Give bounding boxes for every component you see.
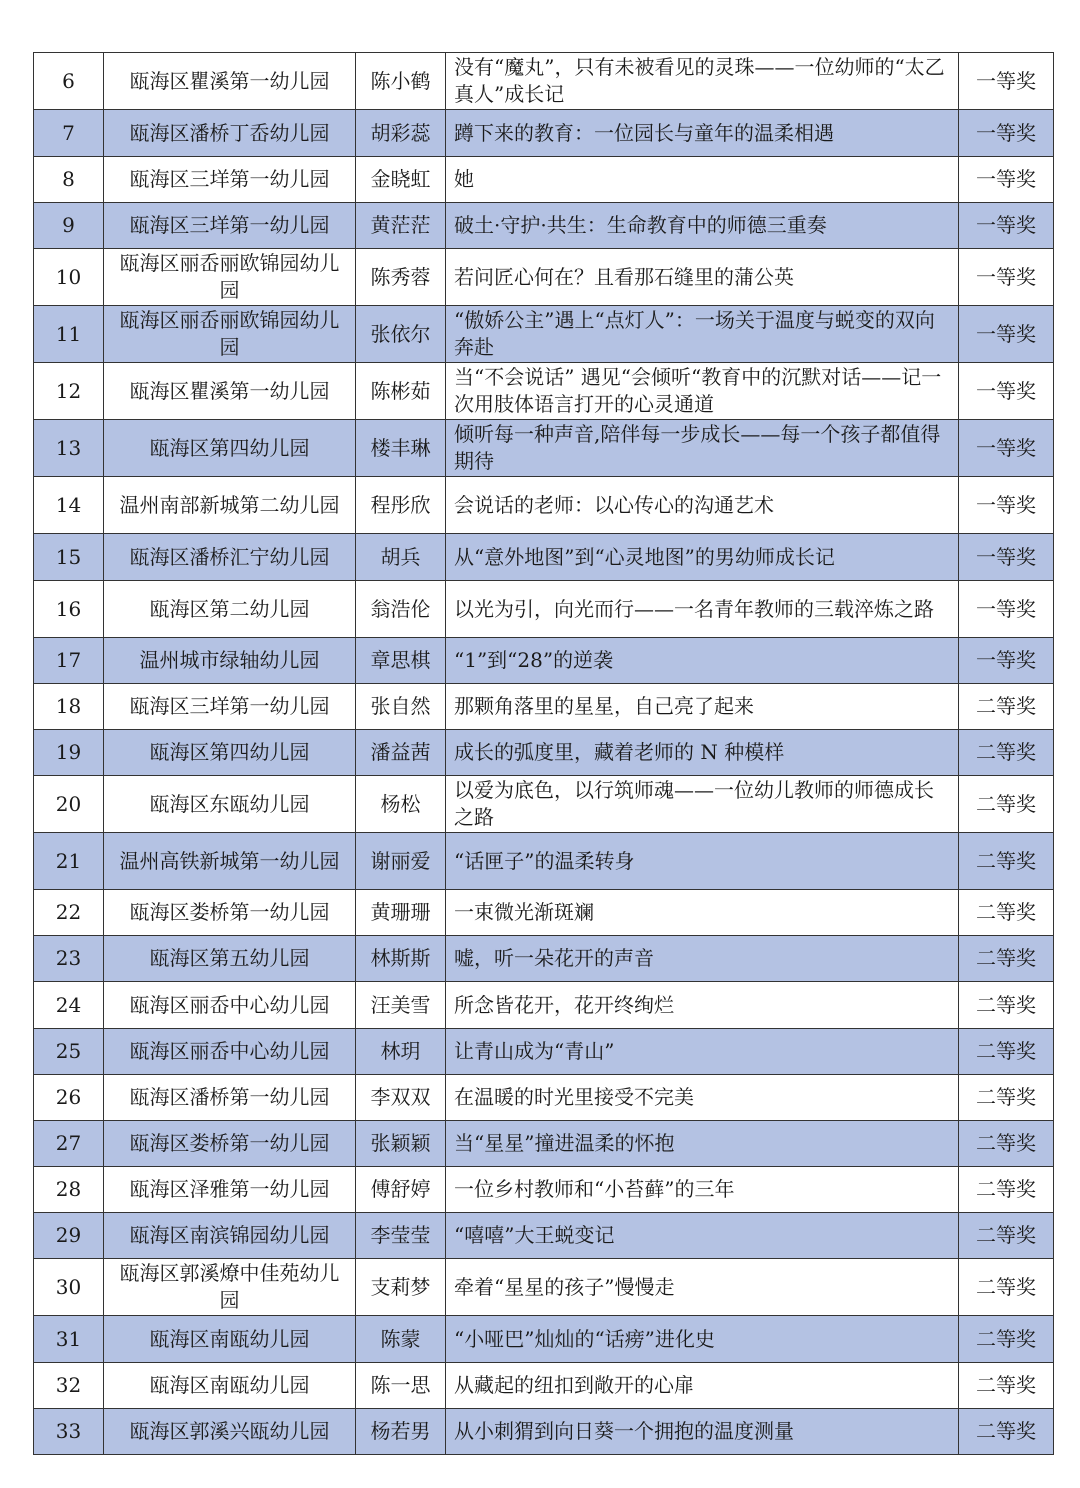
teacher-name: 傅舒婷 bbox=[356, 1167, 446, 1213]
essay-title: 让青山成为“青山” bbox=[446, 1029, 959, 1075]
school-name: 瓯海区三垟第一幼儿园 bbox=[104, 203, 356, 249]
table-row bbox=[34, 890, 1054, 936]
essay-title: 以爱为底色，以行筑师魂——一位幼儿教师的师德成长之路 bbox=[446, 776, 959, 833]
school-name: 瓯海区郭溪兴瓯幼儿园 bbox=[104, 1409, 356, 1455]
row-number: 24 bbox=[34, 982, 104, 1029]
teacher-name: 黄茫茫 bbox=[356, 203, 446, 249]
teacher-name: 张自然 bbox=[356, 684, 446, 730]
prize-level: 一等奖 bbox=[959, 363, 1054, 420]
row-number: 27 bbox=[34, 1121, 104, 1167]
table-row bbox=[34, 534, 1054, 581]
school-name: 瓯海区第二幼儿园 bbox=[104, 581, 356, 638]
award-table bbox=[33, 52, 1054, 1455]
table-row bbox=[34, 53, 1054, 110]
teacher-name: 金晓虹 bbox=[356, 157, 446, 203]
table-row bbox=[34, 420, 1054, 477]
teacher-name: 林玥 bbox=[356, 1029, 446, 1075]
essay-title: 牵着“星星的孩子”慢慢走 bbox=[446, 1259, 959, 1316]
row-number: 19 bbox=[34, 730, 104, 776]
row-number: 29 bbox=[34, 1213, 104, 1259]
teacher-name: 杨若男 bbox=[356, 1409, 446, 1455]
essay-title: 当“不会说话” 遇见“会倾听“教育中的沉默对话——记一次用肢体语言打开的心灵通道 bbox=[446, 363, 959, 420]
table-row bbox=[34, 982, 1054, 1029]
school-name: 瓯海区郭溪燎中佳苑幼儿园 bbox=[104, 1259, 356, 1316]
table-row bbox=[34, 638, 1054, 684]
prize-level: 二等奖 bbox=[959, 776, 1054, 833]
essay-title: “1”到“28”的逆袭 bbox=[446, 638, 959, 684]
essay-title: “小哑巴”灿灿的“话痨”进化史 bbox=[446, 1316, 959, 1363]
prize-level: 一等奖 bbox=[959, 477, 1054, 534]
table-row bbox=[34, 1075, 1054, 1121]
school-name: 瓯海区东瓯幼儿园 bbox=[104, 776, 356, 833]
table-row bbox=[34, 477, 1054, 534]
row-number: 23 bbox=[34, 936, 104, 982]
essay-title: 在温暖的时光里接受不完美 bbox=[446, 1075, 959, 1121]
teacher-name: 黄珊珊 bbox=[356, 890, 446, 936]
row-number: 16 bbox=[34, 581, 104, 638]
row-number: 18 bbox=[34, 684, 104, 730]
school-name: 瓯海区南滨锦园幼儿园 bbox=[104, 1213, 356, 1259]
row-number: 15 bbox=[34, 534, 104, 581]
table-row bbox=[34, 306, 1054, 363]
table-row bbox=[34, 776, 1054, 833]
row-number: 10 bbox=[34, 249, 104, 306]
teacher-name: 汪美雪 bbox=[356, 982, 446, 1029]
prize-level: 一等奖 bbox=[959, 110, 1054, 157]
prize-level: 一等奖 bbox=[959, 581, 1054, 638]
row-number: 22 bbox=[34, 890, 104, 936]
prize-level: 二等奖 bbox=[959, 1075, 1054, 1121]
essay-title: “话匣子”的温柔转身 bbox=[446, 833, 959, 890]
prize-level: 二等奖 bbox=[959, 833, 1054, 890]
school-name: 瓯海区潘桥汇宁幼儿园 bbox=[104, 534, 356, 581]
school-name: 瓯海区第四幼儿园 bbox=[104, 730, 356, 776]
table-row bbox=[34, 581, 1054, 638]
row-number: 32 bbox=[34, 1363, 104, 1409]
prize-level: 一等奖 bbox=[959, 534, 1054, 581]
teacher-name: 谢丽爱 bbox=[356, 833, 446, 890]
row-number: 25 bbox=[34, 1029, 104, 1075]
school-name: 瓯海区潘桥第一幼儿园 bbox=[104, 1075, 356, 1121]
teacher-name: 陈一思 bbox=[356, 1363, 446, 1409]
table-row bbox=[34, 1316, 1054, 1363]
table-row bbox=[34, 1121, 1054, 1167]
school-name: 瓯海区瞿溪第一幼儿园 bbox=[104, 363, 356, 420]
row-number: 31 bbox=[34, 1316, 104, 1363]
table-row bbox=[34, 1259, 1054, 1316]
teacher-name: 李双双 bbox=[356, 1075, 446, 1121]
school-name: 温州城市绿轴幼儿园 bbox=[104, 638, 356, 684]
school-name: 瓯海区丽岙丽欧锦园幼儿园 bbox=[104, 306, 356, 363]
teacher-name: 张依尔 bbox=[356, 306, 446, 363]
table-row bbox=[34, 203, 1054, 249]
prize-level: 二等奖 bbox=[959, 684, 1054, 730]
prize-level: 二等奖 bbox=[959, 730, 1054, 776]
essay-title: 那颗角落里的星星，自己亮了起来 bbox=[446, 684, 959, 730]
teacher-name: 陈秀蓉 bbox=[356, 249, 446, 306]
table-row bbox=[34, 1363, 1054, 1409]
school-name: 温州高铁新城第一幼儿园 bbox=[104, 833, 356, 890]
essay-title: 一位乡村教师和“小苔藓”的三年 bbox=[446, 1167, 959, 1213]
table-row bbox=[34, 1167, 1054, 1213]
school-name: 瓯海区南瓯幼儿园 bbox=[104, 1363, 356, 1409]
teacher-name: 胡兵 bbox=[356, 534, 446, 581]
teacher-name: 支莉梦 bbox=[356, 1259, 446, 1316]
table-row bbox=[34, 110, 1054, 157]
table-row bbox=[34, 1029, 1054, 1075]
school-name: 瓯海区瞿溪第一幼儿园 bbox=[104, 53, 356, 110]
row-number: 17 bbox=[34, 638, 104, 684]
essay-title: 破土·守护·共生：生命教育中的师德三重奏 bbox=[446, 203, 959, 249]
prize-level: 二等奖 bbox=[959, 936, 1054, 982]
essay-title: 嘘，听一朵花开的声音 bbox=[446, 936, 959, 982]
prize-level: 一等奖 bbox=[959, 203, 1054, 249]
prize-level: 二等奖 bbox=[959, 1029, 1054, 1075]
school-name: 瓯海区南瓯幼儿园 bbox=[104, 1316, 356, 1363]
prize-level: 二等奖 bbox=[959, 1121, 1054, 1167]
teacher-name: 陈彬茹 bbox=[356, 363, 446, 420]
school-name: 瓯海区丽岙中心幼儿园 bbox=[104, 982, 356, 1029]
row-number: 20 bbox=[34, 776, 104, 833]
row-number: 8 bbox=[34, 157, 104, 203]
teacher-name: 林斯斯 bbox=[356, 936, 446, 982]
essay-title: 没有“魔丸”，只有未被看见的灵珠——一位幼师的“太乙真人”成长记 bbox=[446, 53, 959, 110]
table-row bbox=[34, 249, 1054, 306]
essay-title: 成长的弧度里，藏着老师的 N 种模样 bbox=[446, 730, 959, 776]
school-name: 瓯海区丽岙丽欧锦园幼儿园 bbox=[104, 249, 356, 306]
prize-level: 二等奖 bbox=[959, 1316, 1054, 1363]
school-name: 瓯海区第四幼儿园 bbox=[104, 420, 356, 477]
school-name: 瓯海区娄桥第一幼儿园 bbox=[104, 890, 356, 936]
school-name: 瓯海区娄桥第一幼儿园 bbox=[104, 1121, 356, 1167]
table-row bbox=[34, 730, 1054, 776]
row-number: 28 bbox=[34, 1167, 104, 1213]
essay-title: 所念皆花开，花开终绚烂 bbox=[446, 982, 959, 1029]
prize-level: 二等奖 bbox=[959, 1213, 1054, 1259]
essay-title: 从藏起的纽扣到敞开的心扉 bbox=[446, 1363, 959, 1409]
teacher-name: 张颖颖 bbox=[356, 1121, 446, 1167]
school-name: 瓯海区泽雅第一幼儿园 bbox=[104, 1167, 356, 1213]
table-row bbox=[34, 363, 1054, 420]
school-name: 瓯海区三垟第一幼儿园 bbox=[104, 157, 356, 203]
essay-title: 蹲下来的教育：一位园长与童年的温柔相遇 bbox=[446, 110, 959, 157]
prize-level: 一等奖 bbox=[959, 53, 1054, 110]
essay-title: 倾听每一种声音,陪伴每一步成长——每一个孩子都值得期待 bbox=[446, 420, 959, 477]
prize-level: 一等奖 bbox=[959, 157, 1054, 203]
prize-level: 一等奖 bbox=[959, 249, 1054, 306]
prize-level: 一等奖 bbox=[959, 306, 1054, 363]
essay-title: 从“意外地图”到“心灵地图”的男幼师成长记 bbox=[446, 534, 959, 581]
table-row bbox=[34, 157, 1054, 203]
table-row bbox=[34, 1409, 1054, 1455]
prize-level: 二等奖 bbox=[959, 1409, 1054, 1455]
row-number: 6 bbox=[34, 53, 104, 110]
school-name: 瓯海区三垟第一幼儿园 bbox=[104, 684, 356, 730]
row-number: 13 bbox=[34, 420, 104, 477]
prize-level: 二等奖 bbox=[959, 982, 1054, 1029]
prize-level: 一等奖 bbox=[959, 420, 1054, 477]
table-row bbox=[34, 833, 1054, 890]
essay-title: “傲娇公主”遇上“点灯人”：一场关于温度与蜕变的双向奔赴 bbox=[446, 306, 959, 363]
prize-level: 二等奖 bbox=[959, 1167, 1054, 1213]
essay-title: 从小刺猬到向日葵一个拥抱的温度测量 bbox=[446, 1409, 959, 1455]
row-number: 26 bbox=[34, 1075, 104, 1121]
prize-level: 一等奖 bbox=[959, 638, 1054, 684]
teacher-name: 胡彩蕊 bbox=[356, 110, 446, 157]
essay-title: 以光为引，向光而行——一名青年教师的三载淬炼之路 bbox=[446, 581, 959, 638]
teacher-name: 章思棋 bbox=[356, 638, 446, 684]
teacher-name: 楼丰琳 bbox=[356, 420, 446, 477]
essay-title: 她 bbox=[446, 157, 959, 203]
table-row bbox=[34, 1213, 1054, 1259]
essay-title: 当“星星”撞进温柔的怀抱 bbox=[446, 1121, 959, 1167]
teacher-name: 陈小鹤 bbox=[356, 53, 446, 110]
teacher-name: 潘益茜 bbox=[356, 730, 446, 776]
school-name: 瓯海区第五幼儿园 bbox=[104, 936, 356, 982]
teacher-name: 杨松 bbox=[356, 776, 446, 833]
teacher-name: 翁浩伦 bbox=[356, 581, 446, 638]
row-number: 12 bbox=[34, 363, 104, 420]
row-number: 21 bbox=[34, 833, 104, 890]
prize-level: 二等奖 bbox=[959, 1259, 1054, 1316]
prize-level: 二等奖 bbox=[959, 1363, 1054, 1409]
essay-title: 若问匠心何在？且看那石缝里的蒲公英 bbox=[446, 249, 959, 306]
school-name: 温州南部新城第二幼儿园 bbox=[104, 477, 356, 534]
row-number: 7 bbox=[34, 110, 104, 157]
row-number: 33 bbox=[34, 1409, 104, 1455]
school-name: 瓯海区丽岙中心幼儿园 bbox=[104, 1029, 356, 1075]
row-number: 30 bbox=[34, 1259, 104, 1316]
school-name: 瓯海区潘桥丁岙幼儿园 bbox=[104, 110, 356, 157]
award-table-body bbox=[34, 53, 1054, 1455]
essay-title: 会说话的老师：以心传心的沟通艺术 bbox=[446, 477, 959, 534]
row-number: 14 bbox=[34, 477, 104, 534]
teacher-name: 李莹莹 bbox=[356, 1213, 446, 1259]
prize-level: 二等奖 bbox=[959, 890, 1054, 936]
teacher-name: 程彤欣 bbox=[356, 477, 446, 534]
row-number: 11 bbox=[34, 306, 104, 363]
table-row bbox=[34, 684, 1054, 730]
row-number: 9 bbox=[34, 203, 104, 249]
table-row bbox=[34, 936, 1054, 982]
essay-title: 一束微光渐斑斓 bbox=[446, 890, 959, 936]
teacher-name: 陈蒙 bbox=[356, 1316, 446, 1363]
essay-title: “嘻嘻”大王蜕变记 bbox=[446, 1213, 959, 1259]
